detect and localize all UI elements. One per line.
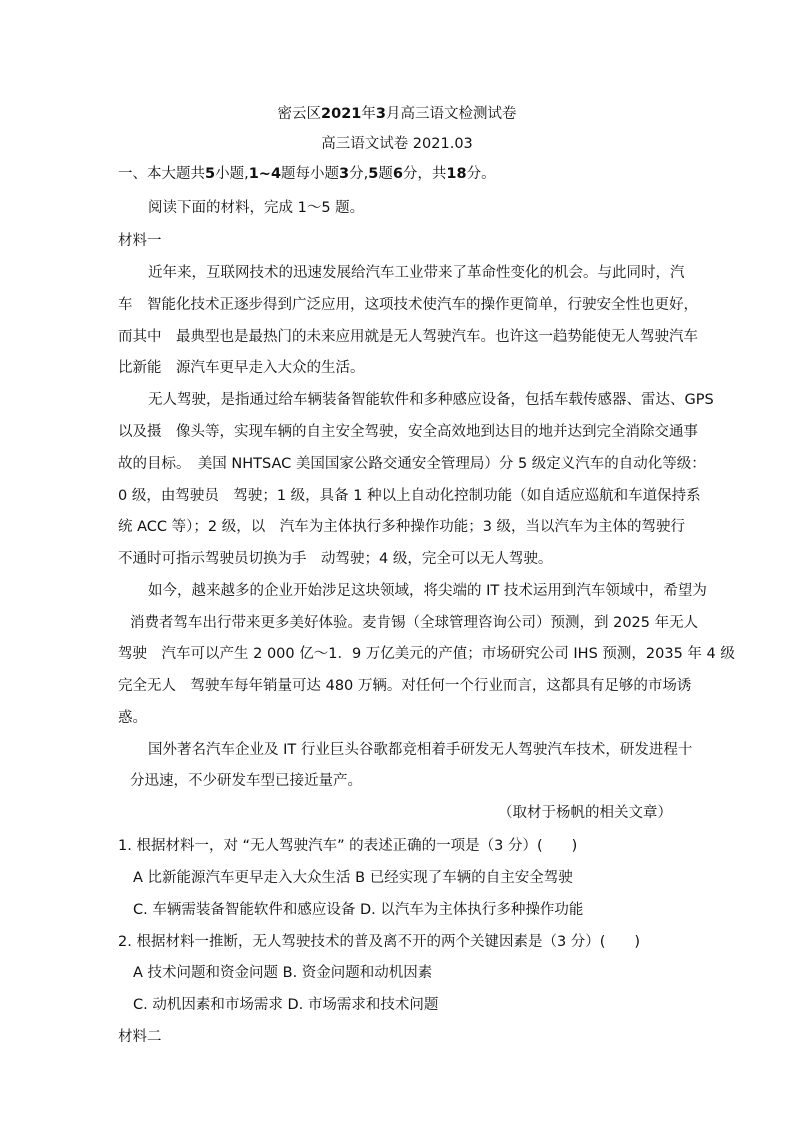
question-stem: 2. 根据材料一推断，无人驾驶技术的普及离不开的两个关键因素是（3 分）( ) — [118, 934, 641, 950]
body-line: 故的目标。 美国 NHTSAC 美国国家公路交通安全管理局）分 5 级定义汽车的自动化等级： — [118, 456, 706, 472]
body-line: 惑。 — [118, 710, 147, 726]
body-line: 0 级，由驾驶员 驾驶；1 级，具备 1 种以上自动化控制功能（如自适应巡航和车道保持系 — [118, 488, 701, 504]
question-option-row: C. 动机因素和市场需求 D. 市场需求和技术问题 — [133, 997, 439, 1013]
question-option-row: A 技术问题和资金问题 B. 资金问题和动机因素 — [133, 965, 433, 981]
title-part: 2021 — [321, 106, 362, 122]
heading-part: 5 — [205, 166, 216, 182]
heading-part: 6 — [392, 166, 403, 182]
title-part: 3 — [375, 106, 386, 122]
heading-part: 小题, — [215, 166, 249, 182]
heading-part: 题每小题 — [281, 166, 340, 182]
heading-part: 分，共 — [402, 166, 447, 182]
body-line: 驾驶 汽车可以产生 2 000 亿～1．9 万亿美元的产值；市场研究公司 IHS 预测，2035 年 4 级 — [118, 646, 735, 662]
body-line: 如今，越来越多的企业开始涉足这块领域，将尖端的 IT 技术运用到汽车领域中，希望为 — [148, 583, 707, 599]
source-citation: （取材于杨帆的相关文章） — [498, 805, 672, 821]
title-part: 年 — [361, 106, 376, 122]
section-heading — [118, 164, 496, 184]
body-line: 消费者驾车出行带来更多美好体验。麦肯锡（全球管理咨询公司）预测，到 2025 年无人 — [130, 615, 699, 631]
heading-part: 分。 — [466, 166, 496, 182]
body-line: 无人驾驶，是指通过给车辆装备智能软件和多种感应设备，包括车载传感器、雷达、GPS — [148, 392, 714, 408]
heading-part: 分, — [349, 166, 369, 182]
page-title — [0, 104, 794, 124]
body-line: 完全无人 驾驶车每年销量可达 480 万辆。对任何一个行业而言，这都具有足够的市场诱 — [118, 678, 692, 694]
body-line: 国外著名汽车企业及 IT 行业巨头谷歌都竞相着手研发无人驾驶汽车技术，研发进程十 — [148, 742, 693, 758]
heading-part: 18 — [446, 166, 467, 182]
body-line: 比新能 源汽车更早走入大众的生活。 — [118, 360, 365, 376]
body-line: 近年来，互联网技术的迅速发展给汽车工业带来了革命性变化的机会。与此同时，汽 — [148, 265, 685, 281]
body-line: 车 智能化技术正逐步得到广泛应用，这项技术使汽车的操作更简单，行驶安全性也更好， — [118, 297, 698, 313]
question-option-row: A 比新能源汽车更早走入大众生活 B 已经实现了车辆的自主安全驾驶 — [133, 870, 573, 886]
heading-part: 5 — [368, 166, 379, 182]
material2-label: 材料二 — [118, 1029, 162, 1045]
title-part: 月高三语文检测试卷 — [385, 106, 517, 122]
title-part: 密云区 — [277, 106, 322, 122]
heading-part: 3 — [339, 166, 350, 182]
body-line: 而其中 最典型也是最热门的未来应用就是无人驾驶汽车。也许这一趋势能使无人驾驶汽车 — [118, 329, 698, 345]
question-stem: 1. 根据材料一，对 “无人驾驶汽车” 的表述正确的一项是（3 分）( ) — [118, 838, 578, 854]
heading-part: 题 — [378, 166, 393, 182]
heading-part: 1~4 — [248, 166, 282, 182]
heading-part: 一、本大题共 — [118, 166, 205, 182]
body-line: 分迅速，不少研发车型已接近量产。 — [130, 773, 362, 789]
page-subtitle: 高三语文试卷 2021.03 — [321, 136, 473, 152]
material1-label: 材料一 — [118, 233, 162, 249]
body-line: 统 ACC 等）；2 级，以 汽车为主体执行多种操作功能；3 级，当以汽车为主体的驾驶行 — [118, 519, 686, 535]
body-line: 不通时可指示驾驶员切换为手 动驾驶；4 级，完全可以无人驾驶。 — [118, 551, 553, 567]
question-option-row: C. 车辆需装备智能软件和感应设备 D. 以汽车为主体执行多种操作功能 — [133, 902, 584, 918]
instruction-text: 阅读下面的材料，完成 1～5 题。 — [148, 200, 365, 216]
body-line: 以及摄 像头等，实现车辆的自主安全驾驶，安全高效地到达目的地并达到完全消除交通事 — [118, 424, 698, 440]
